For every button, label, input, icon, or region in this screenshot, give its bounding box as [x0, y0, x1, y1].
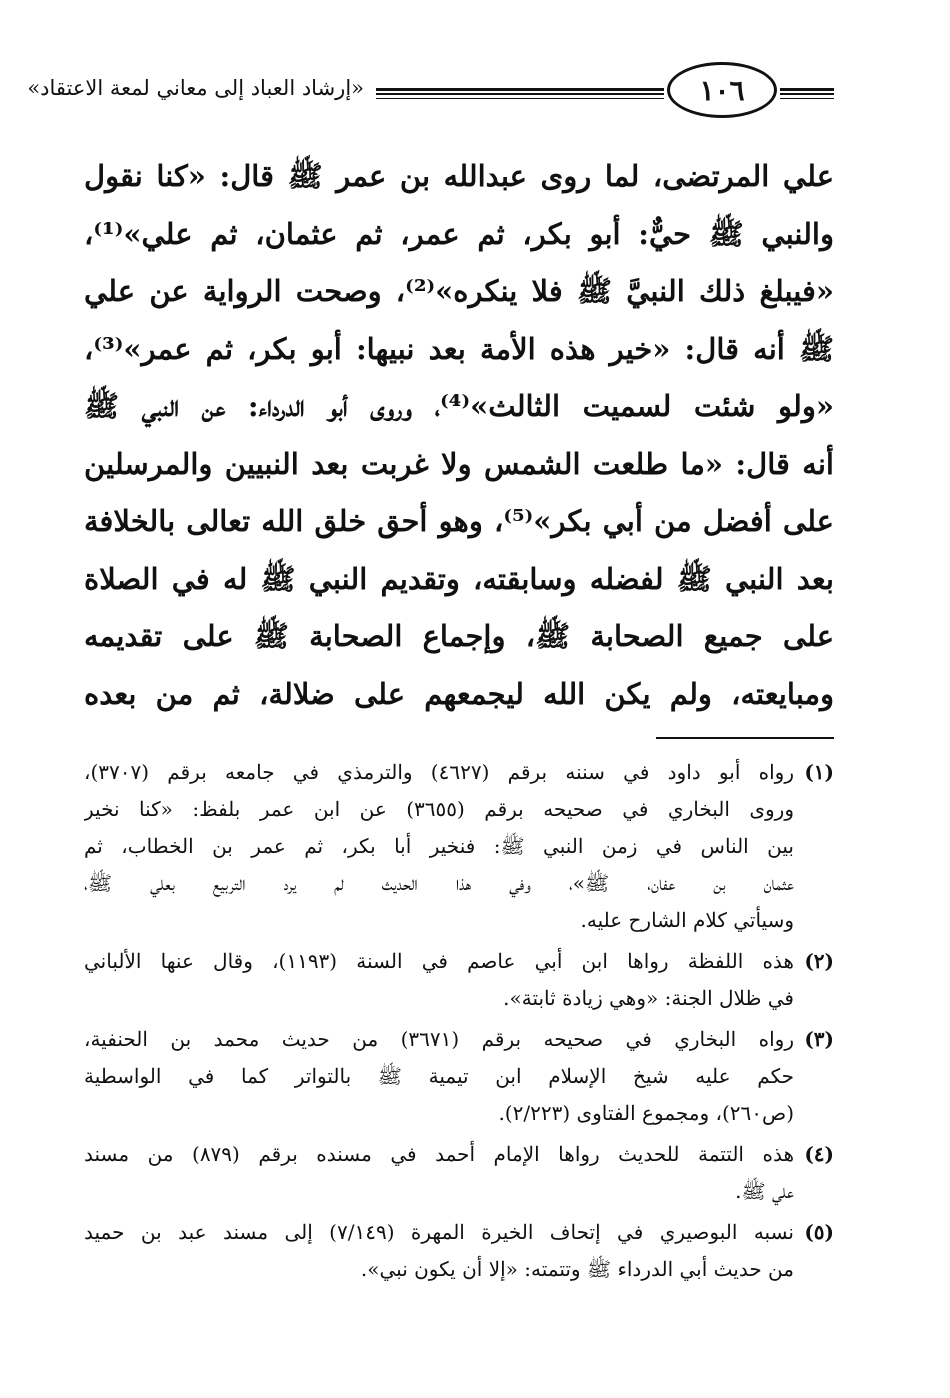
footnote-2: [84, 943, 834, 1017]
footnote-line: عثمان بن عفان، ﷺ»، وفي هذا الحديث لم يرد التربيع بعلي ﷺ،: [84, 871, 794, 895]
main-line: على جميع الصحابة ﷺ، وإجماع الصحابة ﷺ على تقديمه: [84, 619, 834, 653]
footnote-line: علي ﷺ.: [735, 1179, 794, 1203]
main-text: [84, 148, 834, 723]
header-rule-left-thin: [376, 98, 664, 99]
main-line: «فيبلغ ذلك النبيَّ ﷺ فلا ينكره»⁽²⁾، وصحت الرواية عن علي: [84, 274, 834, 308]
main-line: والنبي ﷺ حيٌّ: أبو بكر، ثم عمر، ثم عثمان، ثم علي»⁽¹⁾،: [84, 216, 834, 251]
footnote-3: [84, 1021, 834, 1132]
footnote-line: هذه اللفظة رواها ابن أبي عاصم في السنة (١١٩٣)، وقال عنها الألباني: [84, 949, 794, 973]
footnote-line: رواه أبو داود في سننه برقم (٤٦٢٧) والترمذي في جامعه برقم (٣٧٠٧)،: [84, 760, 794, 784]
page-header: [27, 62, 834, 126]
header-rule-right: [780, 88, 834, 95]
main-line: علي المرتضى، لما روى عبدالله بن عمر ﷺ قال: «كنا نقول: [84, 159, 834, 193]
footnote-line: في ظلال الجنة: «وهي زيادة ثابتة».: [503, 986, 794, 1010]
footnotes: [84, 754, 834, 1292]
main-line: «ولو شئت لسميت الثالث»⁽⁴⁾، وروى أبو الدرداء: عن النبي ﷺ: [84, 389, 834, 423]
main-line: ومبايعته، ولم يكن الله ليجمعهم على ضلالة، ثم من بعده: [84, 676, 834, 711]
footnote-line: (ص٢٦٠)، ومجموع الفتاوى (٢/٢٢٣).: [498, 1101, 794, 1125]
footnote-line: نسبه البوصيري في إتحاف الخيرة المهرة (٧/١٤٩) إلى مسند عبد بن حميد: [84, 1220, 794, 1244]
footnote-number: (١): [804, 760, 834, 784]
footnote-body: [84, 1214, 794, 1288]
footnote-line: هذه التتمة للحديث رواها الإمام أحمد في مسنده برقم (٨٧٩) من مسند: [84, 1142, 794, 1166]
footnote-number: (٤): [804, 1142, 834, 1166]
header-rule-left: [376, 88, 664, 95]
footnote-1: [84, 754, 834, 939]
footnote-line: من حديث أبي الدرداء ﷺ وتتمته: «إلا أن يكون نبي».: [360, 1257, 794, 1281]
footnote-number: (٢): [804, 949, 834, 973]
footnote-line: رواه البخاري في صحيحه برقم (٣٦٧١) من حديث محمد بن الحنفية،: [84, 1027, 794, 1051]
footnote-line: وروى البخاري في صحيحه برقم (٣٦٥٥) عن ابن عمر بلفظ: «كنا نخير: [84, 797, 794, 821]
footnote-4: [84, 1136, 834, 1210]
footnote-separator: [656, 737, 834, 739]
footnote-body: [84, 1021, 794, 1132]
footnote-body: [84, 943, 794, 1017]
footnote-body: [84, 1136, 794, 1210]
footnote-line: حكم عليه شيخ الإسلام ابن تيمية ﷺ بالتواتر كما في الواسطية: [84, 1064, 794, 1088]
footnote-line: وسيأتي كلام الشارح عليه.: [580, 908, 794, 932]
main-line: بعد النبي ﷺ لفضله وسابقته، وتقديم النبي ﷺ له في الصلاة: [84, 561, 834, 596]
header-rule-right-thin: [780, 98, 834, 99]
page-number: ١٠٦: [667, 62, 777, 118]
main-line: ﷺ أنه قال: «خير هذه الأمة بعد نبيها: أبو بكر، ثم عمر»⁽³⁾،: [84, 331, 834, 366]
running-title: «إرشاد العباد إلى معاني لمعة الاعتقاد»: [27, 76, 364, 100]
main-line: أنه قال: «ما طلعت الشمس ولا غربت بعد النبيين والمرسلين: [84, 446, 834, 481]
footnote-line: بين الناس في زمن النبي ﷺ: فنخير أبا بكر، ثم عمر بن الخطاب، ثم: [84, 834, 794, 858]
footnote-5: [84, 1214, 834, 1288]
footnote-number: (٣): [804, 1027, 834, 1051]
footnote-number: (٥): [804, 1220, 834, 1244]
main-line: على أفضل من أبي بكر»⁽⁵⁾، وهو أحق خلق الله تعالى بالخلافة: [84, 504, 834, 538]
footnote-body: [84, 754, 794, 939]
